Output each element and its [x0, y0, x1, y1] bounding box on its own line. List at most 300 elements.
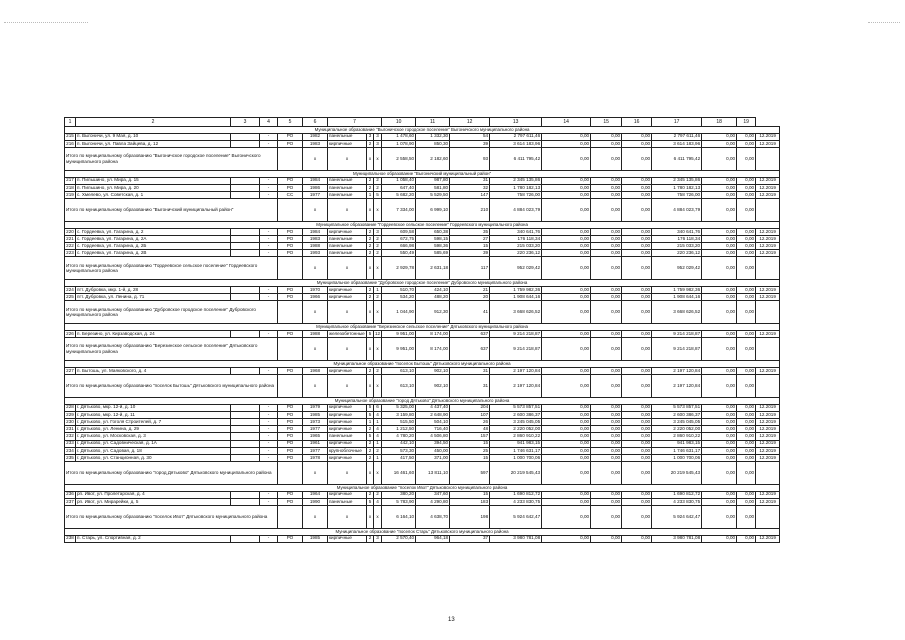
cell: 1 746 631,17 — [652, 447, 702, 454]
total-cell — [756, 506, 780, 529]
cell: 0,00 — [702, 287, 737, 294]
cell: 221 — [66, 235, 74, 241]
total-cell: 20 219 545,43 — [490, 462, 542, 485]
total-cell: x — [374, 375, 382, 398]
total-cell: 0,00 — [542, 338, 591, 361]
cell: 2 — [367, 367, 374, 374]
cell — [231, 331, 260, 338]
cell: 1983 — [303, 235, 328, 242]
cell: 1978 — [303, 454, 328, 461]
cell: 0,00 — [737, 184, 756, 191]
cell: 3 — [367, 133, 374, 140]
cell: 1986 — [303, 184, 328, 191]
cell: 716,40 — [416, 426, 450, 433]
header-cell: 12 — [450, 118, 490, 127]
housing-repair-table — [64, 117, 780, 543]
cell: 0,00 — [702, 235, 737, 242]
total-cell: x — [328, 199, 367, 222]
cell: 0,00 — [702, 418, 737, 425]
total-cell — [278, 257, 303, 280]
total-cell: x — [367, 147, 374, 170]
cell: 5 — [367, 498, 374, 505]
cell — [231, 411, 260, 418]
cell: - — [260, 433, 278, 440]
cell: 31 — [450, 177, 490, 184]
cell — [231, 418, 260, 425]
section-title-row — [65, 127, 780, 134]
cell: 39 — [450, 250, 490, 257]
cell: 0,00 — [737, 140, 756, 147]
cell: 12.2019 — [756, 287, 780, 294]
total-cell: 0,00 — [542, 257, 591, 280]
cell: 0,00 — [591, 133, 622, 140]
cell: 2 797 611,46 — [490, 133, 542, 140]
cell: 12.2019 — [756, 243, 780, 250]
total-cell: 210 — [450, 199, 490, 222]
cell: РО — [278, 418, 303, 425]
cell: 1984 — [303, 177, 328, 184]
header-cell: 18 — [702, 118, 737, 127]
cell: - — [260, 447, 278, 454]
cell: 12.2019 — [756, 404, 780, 411]
cell: 0,00 — [542, 454, 591, 461]
cell: 0,00 — [591, 535, 622, 542]
cell: 12.2019 — [756, 426, 780, 433]
section-title: Муниципальное образование "город Дятьково" Дятьковского муниципального района — [65, 398, 780, 405]
cell: 15 — [450, 454, 490, 461]
cell: 340 641,76 — [652, 228, 702, 235]
total-cell: x — [374, 301, 382, 324]
table-row — [65, 367, 780, 374]
cell: 12.2019 — [756, 235, 780, 242]
cell: 0,00 — [702, 184, 737, 191]
cell: г. Дятьково, мкр. 12-й, д. 11 — [76, 411, 231, 418]
cell: РО — [278, 535, 303, 542]
cell: 1990 — [303, 498, 328, 505]
cell: РО — [278, 440, 303, 447]
total-cell: 2 558,50 — [382, 147, 416, 170]
header-cell: 11 — [416, 118, 450, 127]
cell: кирпичные — [328, 491, 367, 498]
header-cell: 5 — [278, 118, 303, 127]
total-cell: 8 174,00 — [416, 338, 450, 361]
cell: 0,00 — [702, 133, 737, 140]
cell: 204 — [450, 404, 490, 411]
cell: 4 233 830,75 — [652, 498, 702, 505]
cell: 217 — [66, 177, 74, 183]
total-cell: x — [303, 301, 328, 324]
cell: - — [260, 491, 278, 498]
cell: РО — [278, 133, 303, 140]
cell: 488,20 — [416, 294, 450, 301]
cell: - — [260, 411, 278, 418]
total-cell: 16 461,60 — [382, 462, 416, 485]
table-row — [65, 133, 780, 140]
cell: РО — [278, 294, 303, 301]
section-title: Муниципальное образование "Выгоничский муниципальный район" — [65, 170, 780, 177]
cell: - — [260, 228, 278, 235]
total-cell: 9 951,00 — [382, 338, 416, 361]
cell — [231, 228, 260, 235]
total-row — [65, 199, 780, 222]
section-title-row — [65, 529, 780, 536]
header-cell: 14 — [542, 118, 591, 127]
total-cell: 2 182,60 — [416, 147, 450, 170]
cell: 12.2019 — [756, 331, 780, 338]
cell: 0,00 — [622, 454, 652, 461]
cell: 39 — [450, 140, 490, 147]
cell: 0,00 — [737, 294, 756, 301]
cell: 12.2019 — [756, 294, 780, 301]
header-cell: 13 — [490, 118, 542, 127]
total-cell: 6 411 795,42 — [652, 147, 702, 170]
table-row — [65, 433, 780, 440]
cell: 1968 — [303, 367, 328, 374]
cell — [231, 433, 260, 440]
cell: 5 573 857,51 — [490, 404, 542, 411]
cell: 2 600 386,37 — [490, 411, 542, 418]
cell: - — [260, 177, 278, 184]
total-label: Итого по муниципальному образованию "город Дятьково" Дятьковского муниципального района — [65, 462, 278, 485]
cell: 215 033,20 — [490, 243, 542, 250]
cell: 0,00 — [542, 184, 591, 191]
cell — [231, 184, 260, 191]
total-cell: 41 — [450, 301, 490, 324]
cell: 0,00 — [542, 404, 591, 411]
cell: 1993 — [303, 250, 328, 257]
cell: 0,00 — [737, 404, 756, 411]
cell: 176 118,34 — [490, 235, 542, 242]
total-cell: x — [367, 338, 374, 361]
cell: с. Гордеевка, ул. Гагарина, д. 2А — [76, 235, 231, 242]
total-cell — [278, 375, 303, 398]
total-cell: x — [367, 199, 374, 222]
cell: г. Дятьково, ул. Ленина, д. 29 — [76, 426, 231, 433]
cell — [231, 287, 260, 294]
total-cell: 0,00 — [702, 301, 737, 324]
cell: 515,50 — [382, 418, 416, 425]
cell: 0,00 — [591, 177, 622, 184]
cell: 2 345 135,86 — [490, 177, 542, 184]
cell: 237 — [66, 498, 74, 504]
cell: 598,15 — [416, 235, 450, 242]
total-cell — [756, 338, 780, 361]
cell: 1 — [374, 454, 382, 461]
cell: кирпичные — [328, 367, 367, 374]
total-cell: 0,00 — [591, 375, 622, 398]
cell: 0,00 — [591, 331, 622, 338]
cell: 941 983,15 — [652, 440, 702, 447]
table-row — [65, 454, 780, 461]
header-cell: 2 — [76, 118, 231, 127]
cell: - — [260, 440, 278, 447]
cell — [231, 133, 260, 140]
total-label: Итого по муниципальному образованию "поселок Ивот" Дятьковского муниципального района — [65, 506, 278, 529]
cell: 442,10 — [382, 440, 416, 447]
cell: 417,50 — [382, 454, 416, 461]
cell: 2 197 120,84 — [490, 367, 542, 374]
cell: - — [260, 294, 278, 301]
cell: 1977 — [303, 191, 328, 198]
cell: 1977 — [303, 447, 328, 454]
total-cell: 2 197 120,84 — [652, 375, 702, 398]
cell: 573,30 — [382, 447, 416, 454]
total-cell: 31 — [450, 375, 490, 398]
cell: 236 — [66, 491, 74, 497]
cell: 32 — [450, 184, 490, 191]
total-cell: x — [374, 338, 382, 361]
header-cell: 17 — [652, 118, 702, 127]
cell: панельные — [328, 243, 367, 250]
total-row — [65, 257, 780, 280]
cell: 2 — [367, 426, 374, 433]
cell: 0,00 — [622, 294, 652, 301]
cell: 2 — [367, 184, 374, 191]
cell: 0,00 — [542, 133, 591, 140]
cell: 12.2019 — [756, 454, 780, 461]
table-row — [65, 140, 780, 147]
total-cell: x — [328, 338, 367, 361]
total-cell: 0,00 — [591, 199, 622, 222]
cell: 2 860 910,22 — [652, 433, 702, 440]
total-cell: 0,00 — [542, 506, 591, 529]
total-cell: 0,00 — [622, 199, 652, 222]
table-row — [65, 184, 780, 191]
cell: 233 — [66, 440, 74, 446]
cell: 0,00 — [702, 498, 737, 505]
cell: 12.2019 — [756, 447, 780, 454]
total-cell: 0,00 — [622, 147, 652, 170]
cell: 1 746 631,17 — [490, 447, 542, 454]
cell: 232 — [66, 433, 74, 439]
cell: 226 — [66, 330, 74, 336]
total-cell: 0,00 — [542, 462, 591, 485]
table-header-row — [65, 118, 780, 127]
table-row — [65, 331, 780, 338]
total-cell: x — [374, 257, 382, 280]
total-cell — [278, 462, 303, 485]
cell: 12.2019 — [756, 498, 780, 505]
cell: 1 332,30 — [416, 133, 450, 140]
cell: 1 690 812,72 — [652, 491, 702, 498]
cell: 0,00 — [622, 250, 652, 257]
cell: РО — [278, 426, 303, 433]
cell: 0,00 — [622, 404, 652, 411]
total-cell: 20 219 545,43 — [652, 462, 702, 485]
total-cell: 0,00 — [591, 506, 622, 529]
section-title-row — [65, 398, 780, 405]
cell: 219 — [66, 191, 74, 197]
total-cell: 7 334,00 — [382, 199, 416, 222]
cell: 902,10 — [416, 367, 450, 374]
cell: кирпичные — [328, 140, 367, 147]
cell: - — [260, 426, 278, 433]
cell: 0,00 — [702, 331, 737, 338]
cell — [231, 426, 260, 433]
cell: 220 236,12 — [652, 250, 702, 257]
cell: 394,50 — [416, 440, 450, 447]
total-cell: 13 811,10 — [416, 462, 450, 485]
header-cell: 4 — [260, 118, 278, 127]
cell: 1 — [374, 287, 382, 294]
cell: панельные — [328, 191, 367, 198]
total-label: Итого по муниципальному образованию "Выгоничский муниципальный район" — [65, 199, 278, 222]
cell: 0,00 — [542, 491, 591, 498]
total-label: Итого по муниципальному образованию "Гордеевское сельское поселение" Гордеевского муниципального района — [65, 257, 278, 280]
cell: 0,00 — [737, 418, 756, 425]
cell: 0,00 — [591, 228, 622, 235]
cell: 218 — [66, 184, 74, 190]
cell: 4 506,80 — [416, 433, 450, 440]
cell: 1985 — [303, 411, 328, 418]
cell: 1961 — [303, 440, 328, 447]
total-row — [65, 375, 780, 398]
total-cell: 93 — [450, 147, 490, 170]
cell: 12.2019 — [756, 491, 780, 498]
cell: 0,00 — [622, 498, 652, 505]
table-row — [65, 191, 780, 198]
cell: 3 — [374, 228, 382, 235]
cell: 0,00 — [542, 411, 591, 418]
total-cell: 6 411 795,42 — [490, 147, 542, 170]
cell: 637 — [450, 331, 490, 338]
cell: 2 — [374, 250, 382, 257]
cell: 12 — [375, 330, 381, 336]
cell: 0,00 — [591, 447, 622, 454]
cell: 15 — [450, 243, 490, 250]
cell: с. Гордеевка, ул. Гагарина, д. 2В — [76, 250, 231, 257]
cell: 850,30 — [416, 140, 450, 147]
cell: 585,69 — [416, 250, 450, 257]
total-cell: 2 631,18 — [416, 257, 450, 280]
header-cell: 19 — [737, 118, 756, 127]
cell: 0,00 — [702, 294, 737, 301]
cell: кирпичные — [328, 454, 367, 461]
cell: 1966 — [303, 294, 328, 301]
total-cell: 0,00 — [622, 338, 652, 361]
header-cell: 10 — [382, 118, 416, 127]
cell: 12.2019 — [756, 440, 780, 447]
cell: 54 — [450, 133, 490, 140]
cell: 0,00 — [622, 133, 652, 140]
cell: 12.2019 — [756, 367, 780, 374]
cell: 0,00 — [591, 367, 622, 374]
cell: 0,00 — [591, 491, 622, 498]
cell: 224 — [66, 286, 74, 292]
cell: 0,00 — [542, 243, 591, 250]
cell: РО — [278, 243, 303, 250]
cell: с. Гордеевка, ул. Гагарина, д. 2Б — [76, 243, 231, 250]
total-cell: 3 668 626,52 — [490, 301, 542, 324]
cell: 2 — [367, 294, 374, 301]
cell: панельные — [328, 235, 367, 242]
cell: 609,58 — [382, 228, 416, 235]
total-cell: x — [328, 462, 367, 485]
total-cell: x — [367, 257, 374, 280]
cell: 1 908 644,16 — [652, 294, 702, 301]
cell: 0,00 — [737, 433, 756, 440]
cell: г. Дятьково, ул. Садовая, д. 18 — [76, 447, 231, 454]
cell: 9 951,00 — [382, 331, 416, 338]
cell — [231, 491, 260, 498]
total-cell: x — [303, 506, 328, 529]
total-cell: 0,00 — [591, 462, 622, 485]
cell: 0,00 — [737, 228, 756, 235]
cell: 1 759 982,36 — [490, 287, 542, 294]
cell: 0,00 — [702, 250, 737, 257]
cell: 647,40 — [382, 184, 416, 191]
cell: кирпичные — [328, 404, 367, 411]
cell: 1983 — [303, 140, 328, 147]
cell: 5 — [367, 433, 374, 440]
cell: 1 078,90 — [382, 140, 416, 147]
header-cell: 6 — [303, 118, 328, 127]
page-number: 13 — [448, 617, 455, 623]
cell: 2 — [367, 243, 374, 250]
cell: 227 — [66, 367, 74, 373]
cell: 0,00 — [622, 367, 652, 374]
total-cell: 117 — [450, 257, 490, 280]
cell: 371,00 — [416, 454, 450, 461]
cell: 941 983,15 — [490, 440, 542, 447]
cell: 1977 — [303, 426, 328, 433]
cell: 758 726,00 — [490, 191, 542, 198]
cell: 4 780,20 — [382, 433, 416, 440]
cell: 0,00 — [542, 535, 591, 542]
total-cell: 0,00 — [702, 338, 737, 361]
cell: 347,60 — [416, 491, 450, 498]
cell: 2 — [367, 535, 374, 542]
cell: 230 — [66, 418, 74, 424]
cell: пгт. Дубровка, мкр. 1-й, д. 28 — [76, 287, 231, 294]
cell: 1 212,50 — [382, 426, 416, 433]
total-cell — [756, 147, 780, 170]
total-row — [65, 301, 780, 324]
cell: 0,00 — [622, 426, 652, 433]
cell: РО — [278, 411, 303, 418]
cell: 1 — [374, 440, 382, 447]
cell: 0,00 — [737, 440, 756, 447]
cell: 234 — [66, 447, 74, 453]
cell: 35 — [450, 228, 490, 235]
cell: г. Дятьково, ул. Московская, д. 3 — [76, 433, 231, 440]
cell: 0,00 — [591, 294, 622, 301]
cell: 0,00 — [591, 184, 622, 191]
cell: 0,00 — [591, 191, 622, 198]
total-cell: 0,00 — [542, 147, 591, 170]
cell: 0,00 — [737, 498, 756, 505]
cell: 0,00 — [542, 250, 591, 257]
cell: - — [260, 331, 278, 338]
cell: 2 197 120,84 — [652, 367, 702, 374]
total-cell: 0,00 — [737, 257, 756, 280]
cell: 229 — [66, 411, 74, 417]
header-cell: 7 — [328, 118, 382, 127]
cell: 0,00 — [737, 243, 756, 250]
cell: г. Дятьково, мкр. 12-й, д. 10 — [76, 404, 231, 411]
cell: 15 — [450, 440, 490, 447]
cell: 2 — [367, 454, 374, 461]
total-cell: 0,00 — [591, 338, 622, 361]
cell: 147 — [450, 191, 490, 198]
cell: 0,00 — [737, 411, 756, 418]
total-cell: x — [303, 375, 328, 398]
cell: 3 980 781,08 — [652, 535, 702, 542]
cell: 0,00 — [591, 440, 622, 447]
cell: 0,00 — [591, 433, 622, 440]
cell: 15 — [450, 491, 490, 498]
total-cell: 0,00 — [622, 375, 652, 398]
